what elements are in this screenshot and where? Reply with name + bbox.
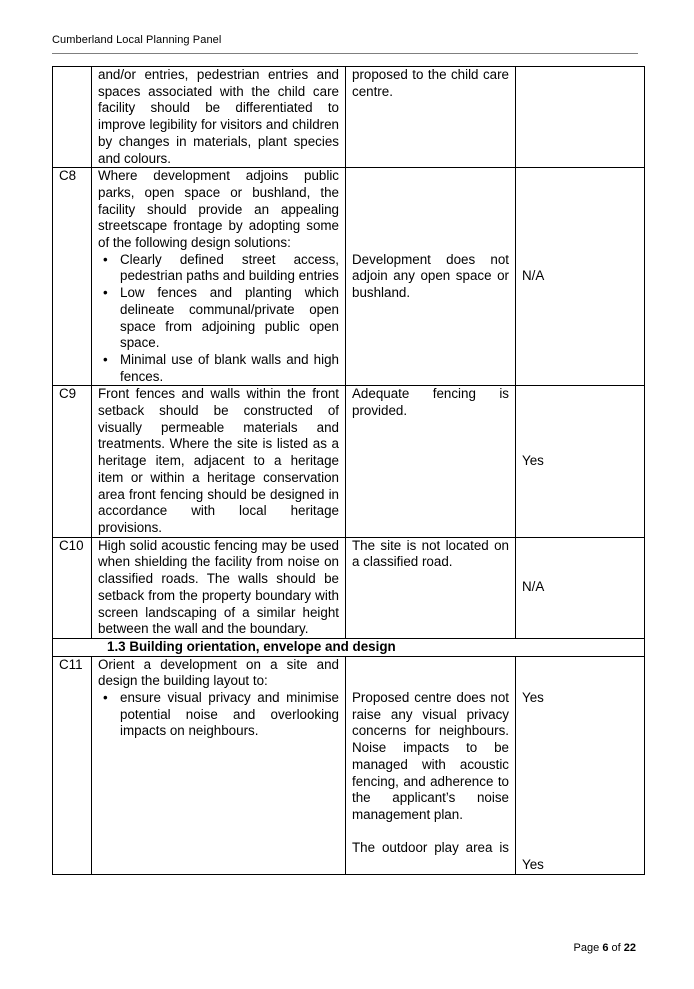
page-footer <box>574 942 636 954</box>
assessment-response <box>346 656 516 874</box>
list-item: • Low fences and planting which delineate communal/private open space from adjoining public open space. <box>103 285 339 351</box>
assessment-response-outdoor: The outdoor play area is <box>352 840 509 856</box>
section-heading-cell <box>53 638 645 656</box>
table-row <box>53 386 645 537</box>
table-row <box>53 67 645 168</box>
page-label: Page <box>573 942 600 954</box>
bullet-icon: • <box>103 351 108 367</box>
compliance-status-privacy: Yes <box>522 689 544 705</box>
control-number <box>53 67 92 168</box>
bullet-icon: • <box>103 690 108 706</box>
document-header: Cumberland Local Planning Panel <box>52 34 222 46</box>
page-total: 22 <box>623 942 636 954</box>
control-number: C9 <box>53 386 92 537</box>
assessment-response: The site is not located on a classified road. <box>346 537 516 638</box>
compliance-status: Yes <box>516 386 645 537</box>
section-title: 1.3 Building orientation, envelope and design <box>107 638 396 654</box>
list-item: • ensure visual privacy and minimise potential noise and overlooking impacts on neighbours. <box>103 690 339 739</box>
bullet-list <box>98 252 339 386</box>
bullet-icon: • <box>103 285 108 301</box>
list-item: • Clearly defined street access, pedestrian paths and building entries <box>103 251 339 284</box>
control-description: Front fences and walls within the front setback should be constructed of visually permeable materials and treatments. Where the site is listed as a heritage item, adjacent to a heritage item or within a heritage conservation area front fencing should be designed in accordance with local heritage provisions. <box>92 386 346 537</box>
control-description: Orient a development on a site and design the building layout to: • ensure visual privacy and minimise potential noise and overlooking impacts on neighbours. <box>92 656 346 874</box>
compliance-status: N/A <box>516 537 645 638</box>
list-item: • Minimal use of blank walls and high fences. <box>103 351 339 384</box>
page-of-label: of <box>611 942 621 954</box>
control-description: and/or entries, pedestrian entries and spaces associated with the child care facility should be differentiated to improve legibility for visitors and children by changes in materials, plant species and colours. <box>92 67 346 168</box>
table-row <box>53 168 645 386</box>
compliance-status-outdoor: Yes <box>522 856 544 872</box>
compliance-status <box>516 656 645 874</box>
header-divider <box>52 53 638 54</box>
assessment-response: Adequate fencing is provided. <box>346 386 516 537</box>
control-number: C10 <box>53 537 92 638</box>
page-number: 6 <box>602 942 609 954</box>
assessment-response: proposed to the child care centre. <box>346 67 516 168</box>
bullet-icon: • <box>103 251 108 267</box>
control-description: High solid acoustic fencing may be used when shielding the facility from noise on classified roads. The walls should be setback from the property boundary with screen landscaping of a similar height between the wall and the boundary. <box>92 537 346 638</box>
compliance-status: N/A <box>516 168 645 386</box>
table-row <box>53 537 645 638</box>
table-row <box>53 656 645 874</box>
compliance-status <box>516 67 645 168</box>
control-description: Where development adjoins public parks, open space or bushland, the facility should provide an appealing streetscape frontage by adopting some of the following design solutions: • Clearly defined street access, pedestrian paths and building entries • Low fences and planting which delineate communal/private open space from adjoining public open space. • Minimal use of blank walls and high fences. <box>92 168 346 386</box>
section-heading-row <box>53 638 645 656</box>
assessment-response: Development does not adjoin any open space or bushland. <box>346 168 516 386</box>
control-number: C8 <box>53 168 92 386</box>
control-number: C11 <box>53 656 92 874</box>
bullet-list <box>98 690 339 740</box>
assessment-table <box>52 66 645 875</box>
assessment-response-privacy: Proposed centre does not raise any visual privacy concerns for neighbours. Noise impacts to be managed with acoustic fencing, and adherence to the applicant’s noise management plan. <box>352 689 509 822</box>
